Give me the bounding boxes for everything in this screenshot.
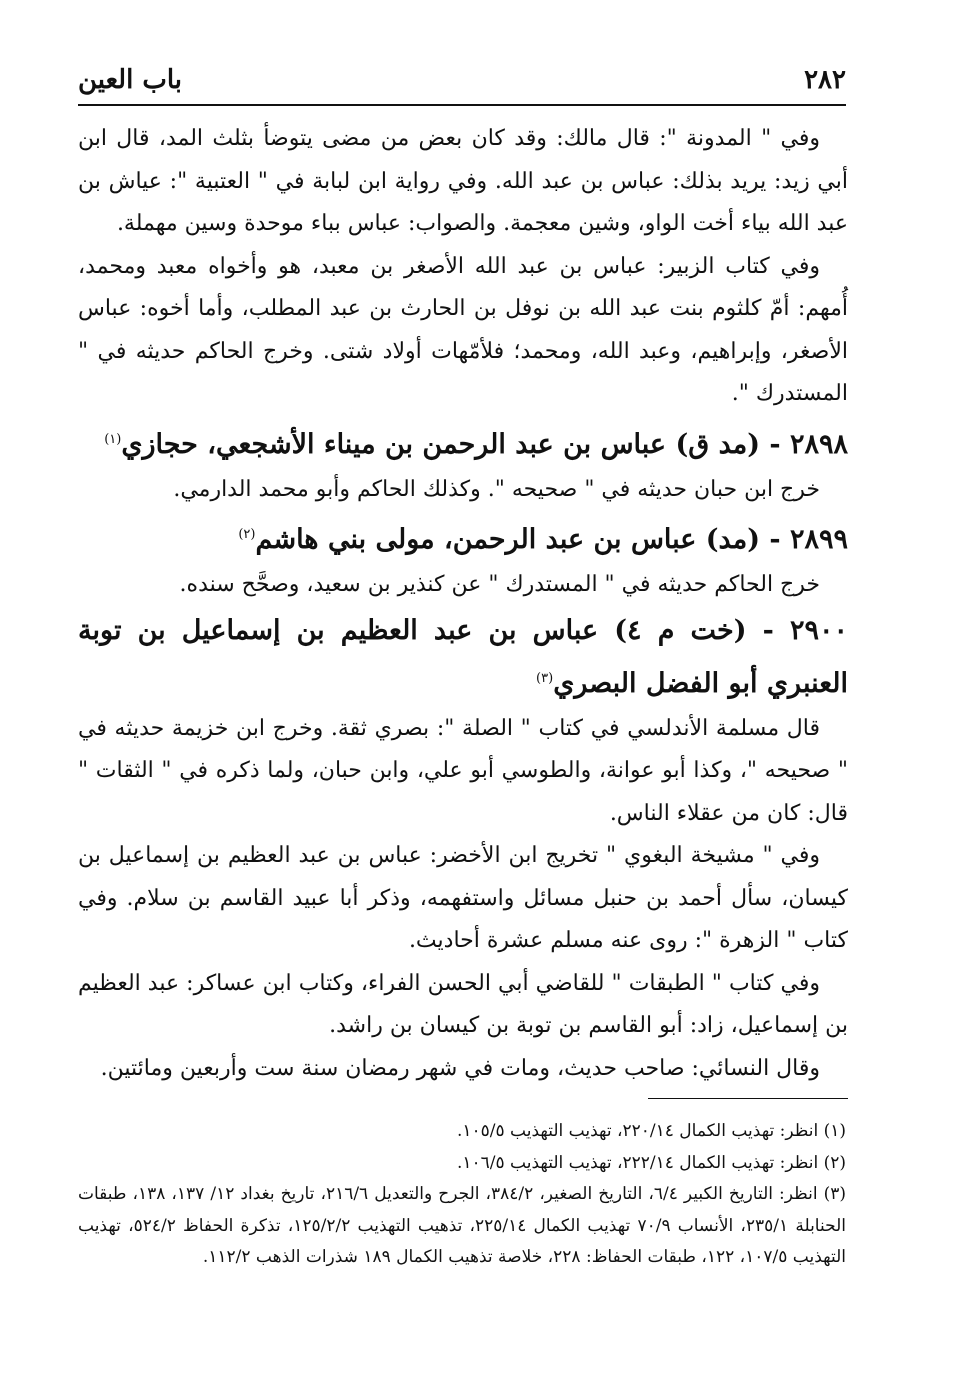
- page-number: ٢٨٢: [804, 65, 846, 95]
- footnote-1: (١) انظر: تهذيب الكمال ٢٢٠/١٤، تهذيب التهذيب ١٠٥/٥.: [456, 1121, 846, 1141]
- footnote-3: (٣) انظر: التاريخ الكبير ٦/٤، التاريخ الصغير، ٣٨٤/٢، الجرح والتعديل ٢١٦/٦، تاريخ بغداد ١٢/ ١٣٧، ١٣٨، طبقات الحنابلة ٢٣٥/١، الأنساب ٧٠/٩ تهذيب الكمال ٢٢٥/١٤، تذهيب التهذيب ١٢٥/٢/٢، تذكرة الحفاظ ٥٢٤/٢، تهذيب التهذيب ١٠٧/٥، ١٢٢، طبقات الحفاظ: ٢٢٨، خلاصة تذهيب الكمال ١٨٩ شذرات الذهب ١١٢/٢.: [78, 1184, 846, 1267]
- paragraph-2900-nasai: وقال النسائي: صاحب حديث، ومات في شهر رمضان سنة ست وأربعين ومائتين.: [100, 1055, 820, 1081]
- paragraph-2900-tabaqat: وفي كتاب " الطبقات " للقاضي أبي الحسن الفراء، وكتاب ابن عساكر: عبد العظيم بن إسماعيل، زاد: أبو القاسم بن توبة بن كيسان بن راشد.: [78, 970, 848, 1038]
- footnote-2: (٢) انظر: تهذيب الكمال ٢٢٢/١٤، تهذيب التهذيب ١٠٦/٥.: [456, 1152, 846, 1173]
- entry-heading-2898-text: ٢٨٩٨ - (مد ق) عباس بن عبد الرحمن بن ميناء الأشجعي، حجازي: [121, 428, 848, 460]
- entry-heading-2898: [78, 416, 848, 469]
- section-title: باب العين: [78, 65, 183, 95]
- entry-heading-2900-text: ٢٩٠٠ - (خت م ٤) عباس بن عبد العظيم بن إسماعيل بن توبة العنبري أبو الفضل البصري: [78, 614, 848, 699]
- paragraph-mudawwana: وفي " المدونة ": قال مالك: وقد كان بعض من مضى يتوضأ بثلث المد، قال ابن أبي زيد: يريد بذلك: عباس بن عبد الله. وفي رواية ابن لبابة في " العتبية ": عياش بن عبد الله بياء أخت الواو، وشين معجمة. والصواب: عباس بباء موحدة وسين مهملة.: [78, 126, 848, 236]
- header-rule: [78, 104, 846, 106]
- running-header: [78, 60, 846, 100]
- footnote-ref-1: (١): [104, 431, 122, 447]
- footnote-separator: [648, 1098, 848, 1099]
- footnotes: [78, 1116, 846, 1274]
- footnote-ref-3: (٣): [536, 670, 554, 686]
- paragraph-2900-mashyakha: وفي " مشيخة البغوي " تخريج ابن الأخضر: عباس بن عبد العظيم بن إسماعيل بن كيسان، سأل أحمد بن حنبل مسائل واستفهمه، وذكر أبا عبيد القاسم بن سلام. وفي كتاب " الزهرة ": روى عنه مسلم عشرة أحاديث.: [78, 843, 848, 953]
- entry-heading-2899-text: ٢٨٩٩ - (مد) عباس بن عبد الرحمن، مولى بني هاشم: [255, 524, 848, 555]
- entry-heading-2899: [78, 511, 848, 564]
- paragraph-zubayr: وفي كتاب الزبير: عباس بن عبد الله الأصغر بن معبد، هو وأخواه معبد ومحمد، أُمهم: أمّ كلثوم بنت عبد الله بن نوفل بن الحارث بن عبد المطلب، وأما أخوه: عباس الأصغر، وإبراهيم، وعبد الله، ومحمد؛ فلأمّهات أولاد شتى. وخرج الحاكم حديثه في " المستدرك ".: [78, 253, 848, 406]
- paragraph-2899: خرج الحاكم حديثه في " المستدرك " عن كنذير بن سعيد، وصحَّح سنده.: [179, 572, 820, 597]
- footnote-ref-2: (٢): [238, 527, 256, 542]
- paragraph-2900-maslama: قال مسلمة الأندلسي في كتاب " الصلة ": بصري ثقة. وخرج ابن خزيمة حديثه في " صحيحه "، وكذا أبو عوانة، والطوسي أبو علي، وابن حبان، ولما ذكره في " الثقات " قال: كان من عقلاء الناس.: [78, 715, 848, 826]
- paragraph-2898: خرج ابن حبان حديثه في " صحيحه ". وكذلك الحاكم وأبو محمد الدارمي.: [173, 476, 820, 502]
- main-text: [78, 118, 848, 1090]
- entry-heading-2900: [78, 607, 848, 708]
